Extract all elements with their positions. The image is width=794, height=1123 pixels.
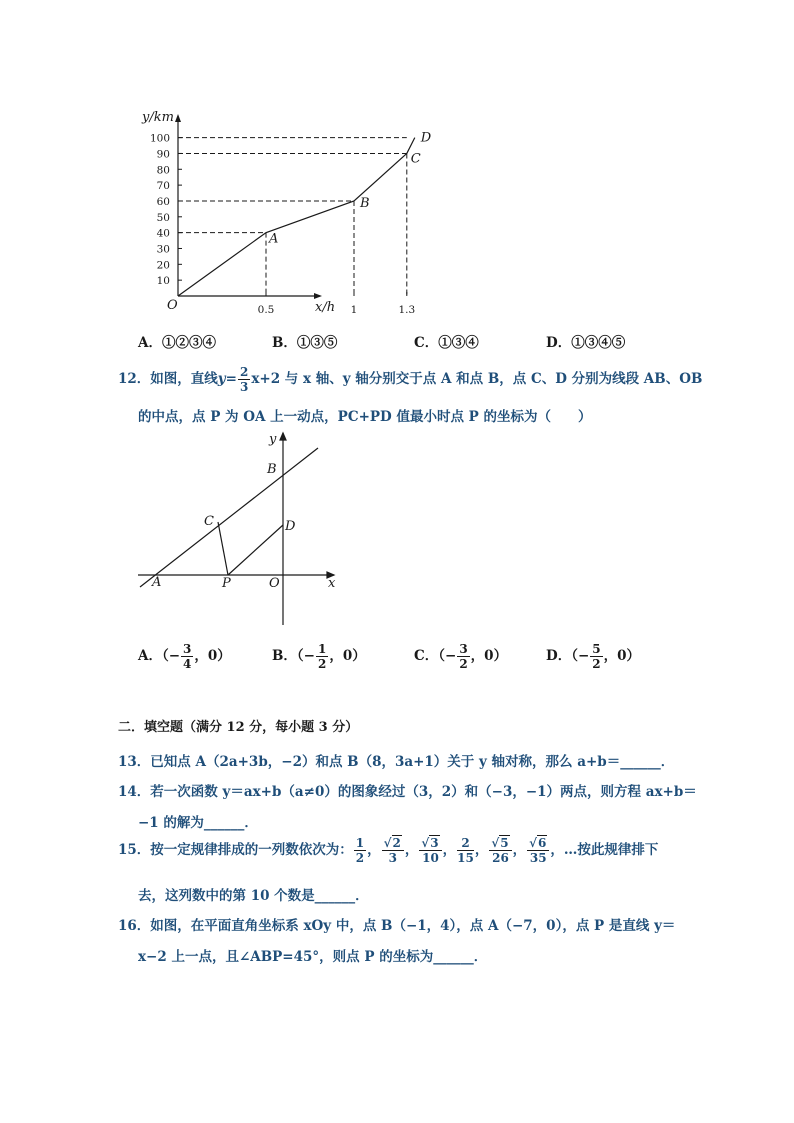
q13 [118,750,674,770]
q12-option-d-frac [590,643,602,670]
y-tick-label: 90 [156,148,170,161]
q15-term-denominator: 2 [355,851,365,865]
q12-line2: 的中点，点 P 为 OA 上一动点，PC+PD 值最小时点 P 的坐标为（ ） [138,409,592,425]
q12-option-a-num: 3 [183,642,192,656]
q13-number: 13． [118,754,151,770]
q12-option-b[interactable] [272,643,366,670]
q15-intro: 按一定规律排成的一列数依次为： [150,842,353,858]
q12-option-d-den: 2 [592,657,601,671]
q15-term [457,837,474,864]
q15-term [419,837,441,864]
sqrt-sign: √ [421,836,430,850]
x-axis-label: x/h [315,300,336,315]
q11-option-d-text: ①③④⑤ [571,335,626,351]
q12-frac-num: 2 [239,365,249,379]
q15-term-denominator: 15 [457,851,474,865]
q12-option-b-open: （− [296,648,315,664]
q16-line2: x−2 上一点，且∠ABP=45°，则点 P 的坐标为______． [138,949,488,965]
q15-term-denominator: 35 [529,851,547,865]
q14-text1: 若一次函数 y＝ax+b（a≠0）的图象经过（3，2）和（−3，−1）两点，则方程 ax+b＝ [150,784,697,800]
q12-expr-eq: = [225,371,237,387]
radicand: 3 [430,836,439,850]
q15-term-numerator [419,837,441,851]
sqrt-sign: √ [529,836,537,850]
q14-line1 [118,780,697,800]
q16-line1 [118,914,675,934]
q15-term-numerator [527,837,549,851]
q12-option-d-num: 5 [592,642,601,656]
q12-line1 [118,366,702,393]
q12-option-c-den: 2 [459,657,468,671]
q15-term-denominator: 10 [422,851,439,865]
q15-term-numerator: 1 [355,836,365,850]
q12-expr-y: y [217,371,226,387]
label-y: y [269,432,277,447]
x-tick-label: 1 [350,304,358,316]
q12-option-a-frac [181,643,193,670]
q15-number: 15． [118,842,151,858]
q12-number: 12． [118,371,151,387]
y-tick-label: 30 [156,243,170,256]
y-tick-label: 50 [156,211,170,224]
label-p: P [222,576,231,591]
label-d: D [285,519,296,534]
q15-separator: ， [474,842,489,858]
x-tick-label: 0.5 [257,304,275,316]
segment-pd [228,525,283,575]
q11-option-d[interactable] [546,331,625,351]
y-axis-label: y/km [142,110,174,125]
q12-text-a: 如图，直线 [150,371,218,387]
q12-frac-den: 3 [239,380,249,394]
q15-separator: ， [404,842,419,858]
y-tick-label: 20 [156,259,170,272]
q12-option-a-den: 4 [183,657,192,671]
q14-line2: −1 的解为______． [138,815,258,831]
q15-sequence [353,836,551,865]
section-title: 二．填空题（满分 12 分，每小题 3 分） [118,720,359,735]
x-axis-arrow [314,293,322,299]
point-label-b: B [360,195,370,211]
q12-option-a-close: ，0） [194,648,231,664]
q12-option-b-letter: B． [272,648,297,664]
q12-option-d-letter: D． [546,648,572,664]
q15-term-numerator [382,837,404,851]
q11-option-a-letter: A． [138,335,162,351]
q12-option-a[interactable] [138,643,231,670]
q12-option-d-open: （− [571,648,590,664]
label-a: A [152,575,162,590]
radicand: 5 [500,836,509,850]
q12-option-b-close: ，0） [329,648,366,664]
point-label-c: C [410,151,421,167]
q11-option-a[interactable] [138,331,216,351]
q12-option-d[interactable] [546,643,640,670]
sqrt-sign: √ [491,836,500,850]
q15-separator: ， [512,842,527,858]
q12-option-c-open: （− [438,648,457,664]
y-tick-label: 70 [156,180,170,193]
q12-fraction [238,366,250,393]
label-x: x [328,576,336,591]
point-label-d: D [420,130,432,146]
radicand: 2 [392,836,401,850]
q11-option-c-text: ①③④ [438,335,479,351]
y-axis-arrow [280,433,286,440]
q15-term [382,837,404,864]
series-line [178,153,407,296]
q15-term [527,837,549,864]
y-axis-arrow [175,114,181,122]
q15-term-denominator: 26 [492,851,509,865]
q11-option-b[interactable] [272,331,337,351]
label-b: B [267,462,277,477]
q15-term-denominator: 3 [388,851,397,865]
q12-option-a-open: （− [161,648,181,664]
q15-separator: ， [367,842,381,858]
q16-number: 16． [118,918,151,934]
q11-option-b-text: ①③⑤ [296,335,338,351]
q12-option-b-den: 2 [317,657,327,671]
q14-number: 14． [118,784,151,800]
q12-option-a-letter: A． [138,648,162,664]
q11-option-d-letter: D． [546,335,572,351]
y-tick-label: 80 [156,164,170,177]
q15-line1 [118,837,658,864]
q15-term [354,837,366,864]
sqrt-sign: √ [383,836,392,850]
line-ab [140,448,318,587]
label-o: O [269,576,280,591]
y-tick-label: 40 [156,227,170,240]
q12-option-c-frac [457,643,469,670]
q12-option-d-close: ，0） [603,648,641,664]
y-tick-label: 100 [149,132,170,145]
q12-option-c[interactable] [414,643,507,670]
q12-option-c-close: ，0） [470,648,508,664]
q12-option-b-frac [316,643,328,670]
q12-option-b-num: 1 [317,642,327,656]
q12-option-c-num: 3 [459,642,468,656]
x-tick-label: 1.3 [398,304,416,316]
q12-figure [0,425,794,635]
q12-option-c-letter: C． [414,648,439,664]
q11-option-c[interactable] [414,331,479,351]
q12-text-rest: x+2 与 x 轴、y 轴分别交于点 A 和点 B，点 C、D 分别为线段 AB、OB [251,371,703,387]
q15-term [489,837,511,864]
q15-term-numerator [489,837,511,851]
y-tick-label: 10 [156,275,170,288]
y-tick-label: 60 [156,195,170,208]
q15-line2: 去，这列数中的第 10 个数是______． [138,888,369,904]
q15-separator: ， [442,842,457,858]
segment-cp [218,522,228,575]
label-c: C [204,514,214,529]
q15-tail: ，…按此规律排下 [550,842,659,858]
q15-term-numerator: 2 [457,837,474,851]
q11-option-a-text: ①②③④ [161,335,216,351]
radicand: 6 [538,836,547,850]
origin-label: O [167,298,178,313]
q16-text1: 如图，在平面直角坐标系 xOy 中，点 B（−1，4），点 A（−7，0），点 P 是直线 y＝ [150,918,676,934]
point-label-a: A [269,231,279,247]
q13-text: 已知点 A（2a+3b，−2）和点 B（8，3a+1）关于 y 轴对称，那么 a+b＝______． [150,754,675,770]
q11-option-c-letter: C． [414,335,439,351]
q11-option-b-letter: B． [272,335,297,351]
distance-time-chart [0,0,794,330]
